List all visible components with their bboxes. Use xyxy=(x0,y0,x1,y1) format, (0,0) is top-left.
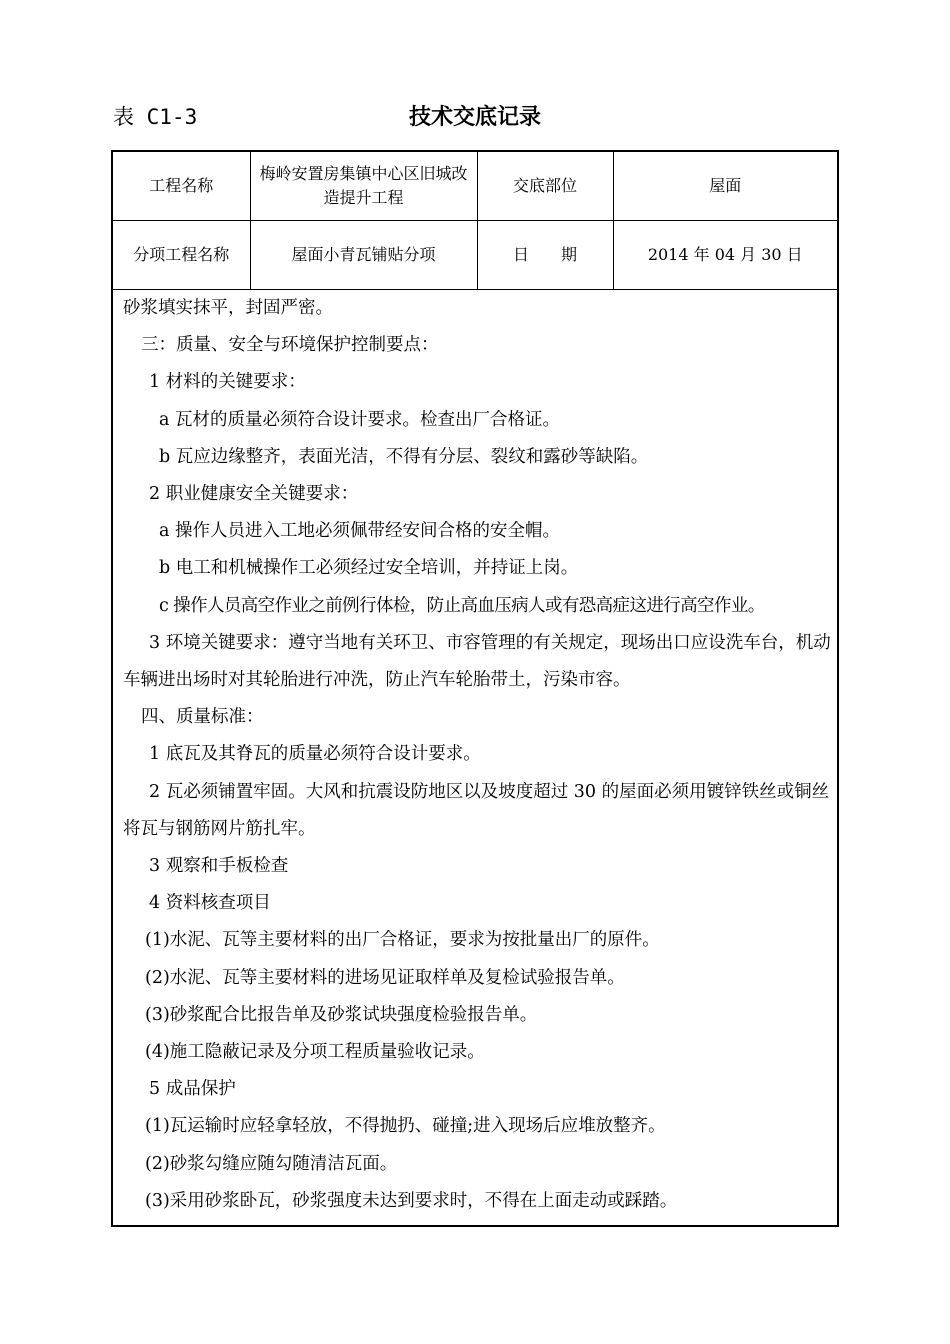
content-subheading: 2 职业健康安全关键要求： xyxy=(149,484,359,505)
content-line: b 瓦应边缘整齐，表面光洁，不得有分层、裂纹和露砂等缺陷。 xyxy=(159,446,649,467)
content-subheading: 3 观察和手板检查 xyxy=(149,856,289,877)
date-value: 2014 年 04 月 30 日 xyxy=(613,221,837,290)
info-table xyxy=(113,152,837,290)
content-section-heading: 四、质量标准： xyxy=(141,707,264,728)
content-subheading: 4 资料核查项目 xyxy=(149,893,271,914)
form-code: 表 C1-3 xyxy=(113,105,198,129)
content-line: a 瓦材的质量必须符合设计要求。检查出厂合格证。 xyxy=(159,409,560,430)
content-line: (3)采用砂浆卧瓦，砂浆强度未达到要求时，不得在上面走动或踩踏。 xyxy=(145,1190,678,1211)
content-line: (4)施工隐蔽记录及分项工程质量验收记录。 xyxy=(145,1042,485,1063)
content-paragraph: 2 瓦必须铺置牢固。大风和抗震设防地区以及坡度超过 30 的屋面必须用镀锌铁丝或铜丝将瓦与钢筋网片筋扎牢。 xyxy=(123,781,830,839)
handover-content xyxy=(123,290,835,1220)
label-subproject-name: 分项工程名称 xyxy=(113,221,250,290)
content-line: 砂浆填实抹平，封固严密。 xyxy=(123,298,333,318)
content-subheading: 1 材料的关键要求： xyxy=(149,372,306,393)
content-section-heading: 三：质量、安全与环境保护控制要点： xyxy=(141,335,439,356)
content-line: (1)瓦运输时应轻拿轻放，不得抛扔、碰撞;进入现场后应堆放整齐。 xyxy=(145,1116,666,1137)
record-frame xyxy=(111,150,839,1227)
info-row-project xyxy=(113,152,837,221)
info-row-subproject xyxy=(113,221,837,290)
content-line: (2)水泥、瓦等主要材料的进场见证取样单及复检试验报告单。 xyxy=(145,967,625,988)
content-line: (2)砂浆勾缝应随勾随清洁瓦面。 xyxy=(145,1153,398,1174)
content-line: b 电工和机械操作工必须经过安全培训，并持证上岗。 xyxy=(159,558,579,579)
content-line: c 操作人员高空作业之前例行体检，防止高血压病人或有恐高症这进行高空作业。 xyxy=(159,595,765,616)
handover-part-value: 屋面 xyxy=(613,152,837,221)
subproject-name-value: 屋面小青瓦铺贴分项 xyxy=(250,221,477,290)
label-project-name: 工程名称 xyxy=(113,152,250,221)
project-name-value: 梅岭安置房集镇中心区旧城改造提升工程 xyxy=(250,152,477,221)
content-line: (3)砂浆配合比报告单及砂浆试块强度检验报告单。 xyxy=(145,1004,538,1025)
label-handover-part: 交底部位 xyxy=(477,152,613,221)
document-title: 技术交底记录 xyxy=(408,104,541,130)
label-date: 日 期 xyxy=(477,221,613,290)
content-line: (1)水泥、瓦等主要材料的出厂合格证，要求为按批量出厂的原件。 xyxy=(145,930,660,951)
content-paragraph: 3 环境关键要求：遵守当地有关环卫、市容管理的有关规定，现场出口应设洗车台，机动车辆进出场时对其轮胎进行冲洗，防止汽车轮胎带土，污染市容。 xyxy=(123,632,831,691)
content-line: 1 底瓦及其脊瓦的质量必须符合设计要求。 xyxy=(149,744,481,765)
content-line: a 操作人员进入工地必须佩带经安间合格的安全帽。 xyxy=(159,521,560,542)
content-subheading: 5 成品保护 xyxy=(149,1079,236,1100)
